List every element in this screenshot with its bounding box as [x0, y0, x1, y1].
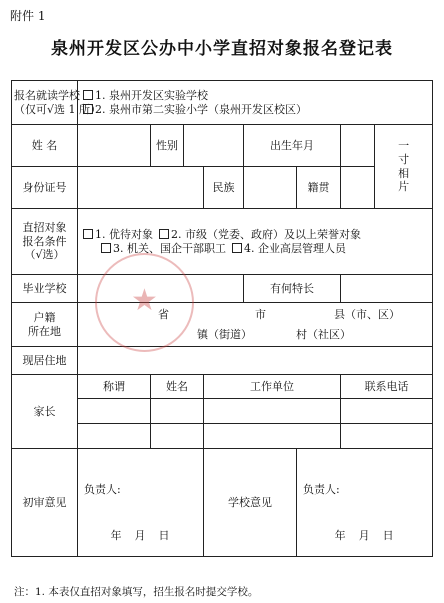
- county-text: 县（市、区）: [334, 307, 400, 321]
- condition-option-1[interactable]: 1. 优待对象: [83, 228, 153, 241]
- conditions-label-2: 报名条件: [22, 234, 67, 248]
- initial-year: 年: [110, 529, 123, 542]
- ethnicity-field[interactable]: [244, 167, 297, 209]
- star-icon: ★: [131, 283, 158, 318]
- name-label: 姓 名: [12, 125, 78, 167]
- ethnicity-label: 民族: [204, 167, 244, 209]
- parent-2-work-field[interactable]: [204, 424, 341, 449]
- native-place-field[interactable]: [341, 167, 375, 209]
- registration-form-table: [11, 80, 433, 557]
- checkbox-icon[interactable]: [83, 90, 93, 100]
- checkbox-icon[interactable]: [159, 229, 169, 239]
- village-text: 村（社区）: [296, 327, 351, 341]
- checkbox-icon[interactable]: [232, 243, 242, 253]
- conditions-options-cell: [78, 209, 433, 275]
- initial-signer-label: 负责人:: [84, 483, 121, 496]
- condition-option-2[interactable]: 2. 市级（党委、政府）及以上荣誉对象: [159, 228, 361, 241]
- form-title: 泉州开发区公办中小学直招对象报名登记表: [51, 39, 393, 59]
- parent-1-work-field[interactable]: [204, 399, 341, 424]
- initial-review-label: 初审意见: [12, 449, 78, 557]
- school-option-2[interactable]: 2. 泉州市第二实验小学（泉州开发区校区）: [83, 103, 430, 117]
- photo-text-4: 片: [398, 180, 410, 194]
- footnote: 注：1. 本表仅直招对象填写，招生报名时提交学校。: [14, 586, 259, 598]
- checkbox-icon[interactable]: [101, 243, 111, 253]
- school-option-1[interactable]: 1. 泉州开发区实验学校: [83, 89, 430, 103]
- graduation-school-label: 毕业学校: [12, 275, 78, 303]
- conditions-line-2: [83, 242, 430, 256]
- household-line-1: [80, 305, 430, 325]
- gender-label: 性别: [151, 125, 184, 167]
- graduation-school-field[interactable]: [78, 275, 244, 303]
- town-text: 镇（街道）: [197, 327, 252, 341]
- birth-label: 出生年月: [244, 125, 341, 167]
- conditions-label-1: 直招对象: [22, 220, 67, 234]
- parent-2-name-field[interactable]: [151, 424, 204, 449]
- photo-box[interactable]: [375, 125, 433, 209]
- school-options-cell: [78, 81, 433, 125]
- household-field[interactable]: [78, 303, 433, 347]
- talent-label: 有何特长: [244, 275, 341, 303]
- initial-day: 日: [158, 529, 171, 542]
- attachment-label: 附件 1: [10, 9, 46, 23]
- school-day: 日: [382, 529, 395, 542]
- native-place-label: 籍贯: [297, 167, 341, 209]
- conditions-line-1: [83, 228, 430, 242]
- household-label-cell: [12, 303, 78, 347]
- school-choice-hint: （仅可√选 1 所）: [14, 102, 102, 116]
- condition-option-4[interactable]: 4. 企业高层管理人员: [232, 242, 346, 255]
- school-signer-label: 负责人:: [303, 483, 340, 496]
- checkbox-icon[interactable]: [83, 104, 93, 114]
- school-choice-label: 报名就读学校: [14, 88, 80, 102]
- parent-2-phone-field[interactable]: [341, 424, 433, 449]
- initial-review-field[interactable]: [78, 449, 204, 557]
- school-choice-label-cell: [12, 81, 102, 125]
- photo-text-3: 相: [398, 166, 410, 180]
- initial-date: [78, 529, 203, 543]
- school-date: [297, 529, 432, 543]
- household-label-1: 户籍: [33, 310, 56, 324]
- photo-text-2: 寸: [398, 152, 410, 166]
- condition-option-3[interactable]: 3. 机关、国企干部职工: [101, 242, 226, 255]
- parent-1-name-field[interactable]: [151, 399, 204, 424]
- parents-col-title: 称谓: [78, 375, 151, 399]
- parent-1-phone-field[interactable]: [341, 399, 433, 424]
- household-line-2: [80, 325, 430, 345]
- parents-col-name: 姓名: [151, 375, 204, 399]
- parents-col-phone: 联系电话: [341, 375, 433, 399]
- name-field[interactable]: [78, 125, 151, 167]
- province-text: 省: [158, 307, 169, 321]
- parents-col-work: 工作单位: [204, 375, 341, 399]
- school-review-label: 学校意见: [204, 449, 297, 557]
- photo-text-1: 一: [398, 139, 410, 152]
- school-review-field[interactable]: [297, 449, 433, 557]
- talent-field[interactable]: [341, 275, 433, 303]
- gender-field[interactable]: [184, 125, 244, 167]
- birth-field[interactable]: [341, 125, 375, 167]
- school-month: 月: [358, 529, 371, 542]
- id-number-field[interactable]: [78, 167, 204, 209]
- checkbox-icon[interactable]: [83, 229, 93, 239]
- initial-month: 月: [134, 529, 147, 542]
- id-number-label: 身份证号: [12, 167, 78, 209]
- school-year: 年: [334, 529, 347, 542]
- conditions-label-cell: [12, 209, 78, 275]
- residence-label: 现居住地: [12, 347, 78, 375]
- city-text: 市: [255, 307, 266, 321]
- conditions-label-3: （√选）: [24, 248, 65, 262]
- household-label-2: 所在地: [28, 324, 61, 338]
- residence-field[interactable]: [78, 347, 433, 375]
- parent-2-title-field[interactable]: [78, 424, 151, 449]
- parents-label: 家长: [12, 375, 78, 449]
- parent-1-title-field[interactable]: [78, 399, 151, 424]
